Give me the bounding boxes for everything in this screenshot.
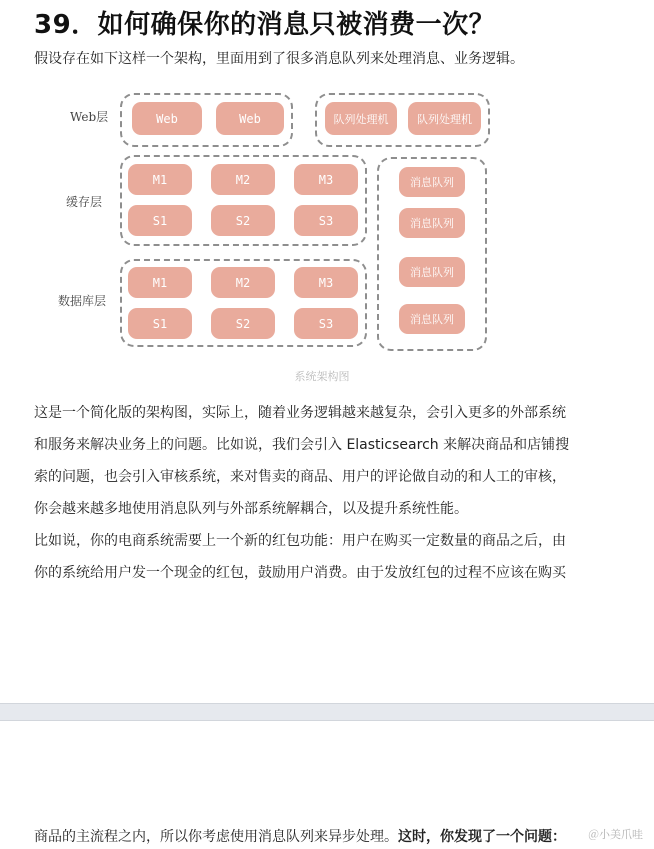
layer-label-web: Web层 <box>70 110 109 124</box>
database-node: M3 <box>294 267 358 298</box>
web-node: Web <box>132 102 202 135</box>
database-node: M1 <box>128 267 192 298</box>
cache-node: S3 <box>294 205 358 236</box>
body-line: 你的系统给用户发一个现金的红包，鼓励用户消费。由于发放红包的过程不应该在购买 <box>34 565 566 581</box>
body-line: 这是一个简化版的架构图，实际上，随着业务逻辑越来越复杂，会引入更多的外部系统 <box>34 405 566 421</box>
database-node: S1 <box>128 308 192 339</box>
queue-processor-node: 队列处理机 <box>408 102 481 135</box>
cache-node: S1 <box>128 205 192 236</box>
body-line: 比如说，你的电商系统需要上一个新的红包功能：用户在购买一定数量的商品之后，由 <box>34 533 566 549</box>
message-queue-node: 消息队列 <box>399 257 465 287</box>
queue-processor-node: 队列处理机 <box>325 102 397 135</box>
intro-paragraph: 假设存在如下这样一个架构，里面用到了很多消息队列来处理消息、业务逻辑。 <box>34 51 524 67</box>
message-queue-node: 消息队列 <box>399 167 465 197</box>
watermark: ＠小美爪哇 <box>588 828 643 841</box>
database-node: M2 <box>211 267 275 298</box>
message-queue-node: 消息队列 <box>399 208 465 238</box>
layer-label-db: 数据库层 <box>58 294 107 308</box>
cache-node: M3 <box>294 164 358 195</box>
cache-node: M1 <box>128 164 192 195</box>
body-line: 和服务来解决业务上的问题。比如说，我们会引入 Elasticsearch 来解决商品和店铺搜 <box>34 437 570 453</box>
page-separator <box>0 703 654 721</box>
diagram-caption: 系统架构图 <box>294 370 350 383</box>
architecture-diagram <box>44 86 600 386</box>
body-line: 索的问题，也会引入审核系统，来对售卖的商品、用户的评论做自动的和人工的审核， <box>34 469 566 485</box>
web-node: Web <box>216 102 284 135</box>
database-node: S3 <box>294 308 358 339</box>
page2-text: 商品的主流程之内，所以你考虑使用消息队列来异步处理。 <box>34 829 398 845</box>
cache-node: M2 <box>211 164 275 195</box>
layer-label-cache: 缓存层 <box>66 195 103 209</box>
page-title: 39．如何确保你的消息只被消费一次？ <box>34 10 496 40</box>
page2-first-line <box>34 826 566 846</box>
body-line: 你会越来越多地使用消息队列与外部系统解耦合，以及提升系统性能。 <box>34 501 468 517</box>
message-queue-node: 消息队列 <box>399 304 465 334</box>
database-node: S2 <box>211 308 275 339</box>
cache-node: S2 <box>211 205 275 236</box>
page2-bold-text: 这时，你发现了一个问题： <box>398 829 566 845</box>
